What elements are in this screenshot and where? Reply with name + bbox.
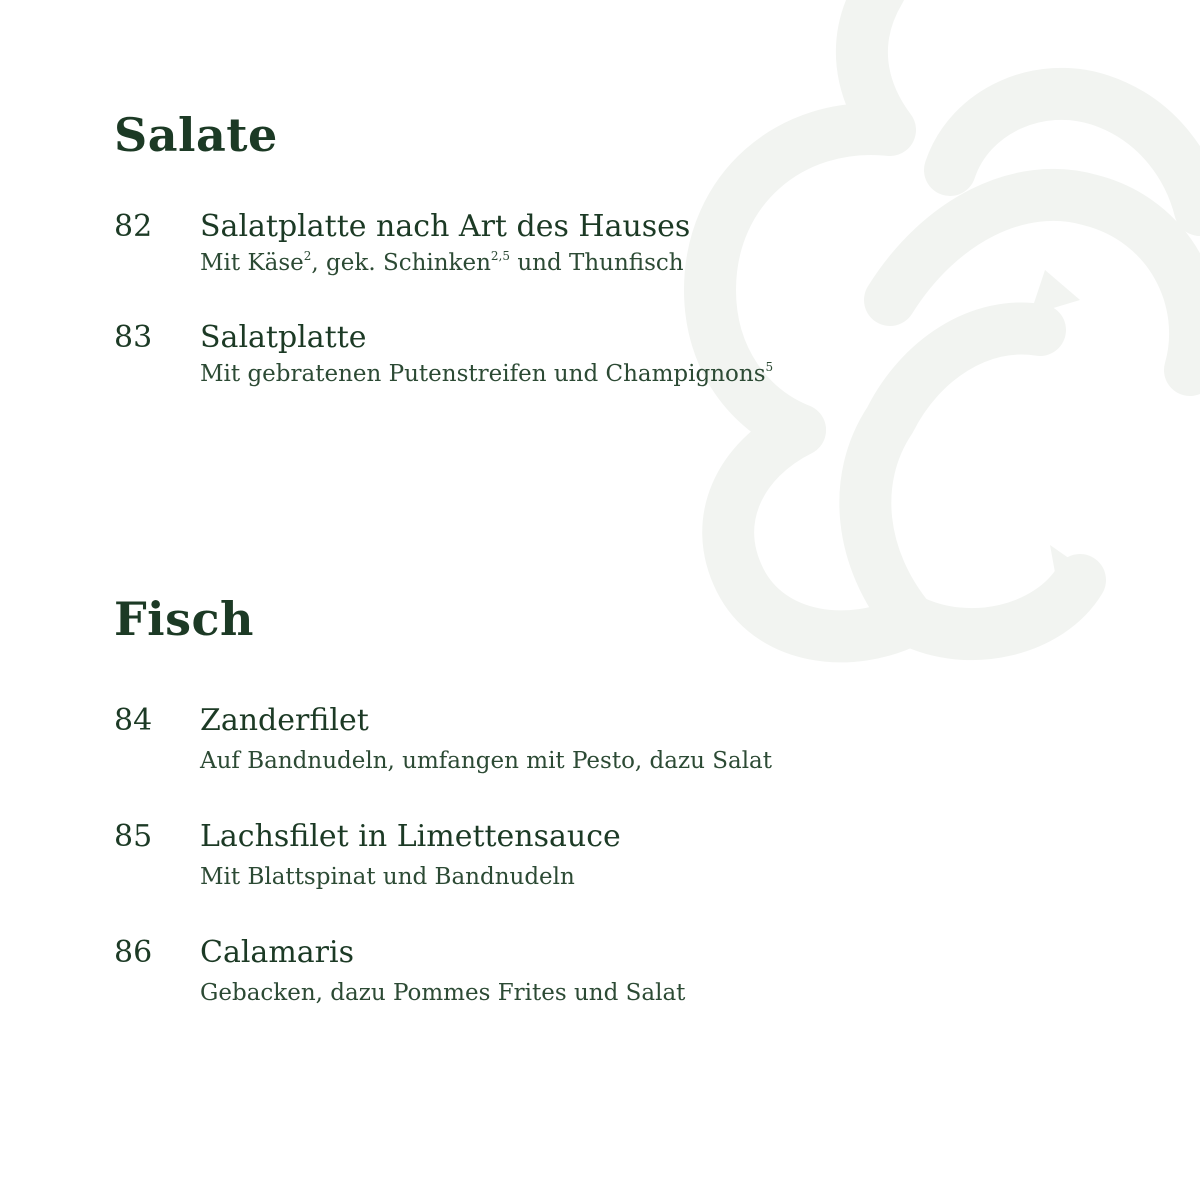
item-description: Mit Blattspinat und Bandnudeln (200, 864, 575, 890)
item-name: Calamaris (200, 935, 354, 970)
menu-item (114, 703, 1114, 783)
menu-item (114, 320, 1114, 400)
item-number: 86 (114, 935, 153, 970)
section-title-salate: Salate (114, 108, 278, 162)
item-description: Gebacken, dazu Pommes Frites und Salat (200, 980, 686, 1006)
item-number: 82 (114, 209, 153, 244)
item-name: Salatplatte (200, 320, 367, 355)
item-number: 84 (114, 703, 153, 738)
item-name: Salatplatte nach Art des Hauses (200, 209, 691, 244)
item-description: Auf Bandnudeln, umfangen mit Pesto, dazu Salat (200, 748, 773, 774)
item-number: 85 (114, 819, 153, 854)
item-name: Lachsfilet in Limettensauce (200, 819, 621, 854)
section-title-fisch: Fisch (114, 592, 254, 646)
menu-item (114, 935, 1114, 1015)
menu-item (114, 209, 1114, 289)
menu-item (114, 819, 1114, 899)
item-description: Mit Käse$^2$, gek. Schinken$^{2,5}$ und Thunfisch (200, 249, 684, 276)
item-number: 83 (114, 320, 153, 355)
item-description: Mit gebratenen Putenstreifen und Champignons$^5$ (200, 360, 774, 387)
item-name: Zanderfilet (200, 703, 369, 738)
